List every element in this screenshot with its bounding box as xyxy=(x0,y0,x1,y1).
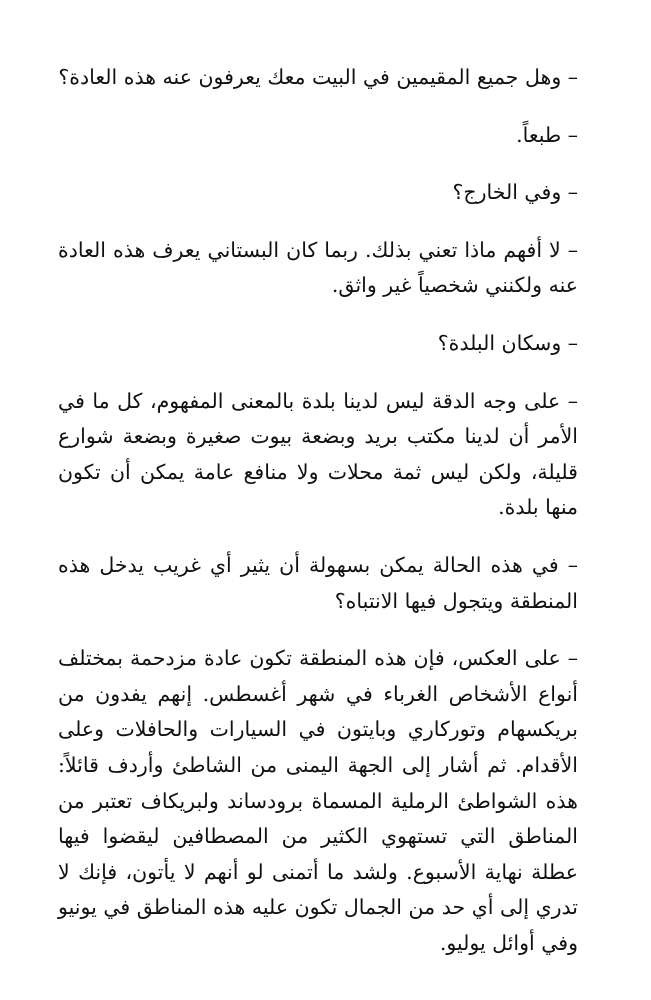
dialogue-paragraph-2: – طبعاً. xyxy=(516,122,578,147)
dialogue-paragraph-3: – وفي الخارج؟ xyxy=(452,180,578,205)
dialogue-paragraph-1: – وهل جميع المقيمين في البيت معك يعرفون عنه هذه العادة؟ xyxy=(58,65,578,89)
dialogue-paragraph-7: – في هذه الحالة يمكن بسهولة أن يثير أي غريب يدخل هذه المنطقة ويتجول فيها الانتباه؟ xyxy=(58,552,578,613)
book-page-text xyxy=(58,60,578,961)
dialogue-paragraph-8: – على العكس، فإن هذه المنطقة تكون عادة مزدحمة بمختلف أنواع الأشخاص الغرباء في شهر أغسطس. إنهم يفدون من بريكسهام وتوركاري وبايتون في السيارات والحافلات وعلى الأقدام. ثم أشار إلى الجهة اليمنى من الشاطئ وأردف قائلاً: هذه الشواطئ الرملية المسماة برودساند ولبريكاف تعتبر من المناطق التي تستهوي الكثير من المصطافين ليقضوا فيها عطلة نهاية الأسبوع. ولشد ما أتمنى لو أنهم لا يأتون، فإنك لا تدري إلى أي حد من الجمال تكون عليه هذه المناطق في يونيو وفي أوائل يوليو. xyxy=(58,646,578,955)
dialogue-paragraph-5: – وسكان البلدة؟ xyxy=(437,330,578,355)
dialogue-paragraph-4: – لا أفهم ماذا تعني بذلك. ربما كان البستاني يعرف هذه العادة عنه ولكنني شخصياً غير واثق. xyxy=(58,237,578,298)
dialogue-paragraph-6: – على وجه الدقة ليس لدينا بلدة بالمعنى المفهوم، كل ما في الأمر أن لدينا مكتب بريد وبضعة بيوت صغيرة وبضعة شوارع قليلة، ولكن ليس ثمة محلات ولا منافع عامة يمكن أن تكون منها بلدة. xyxy=(58,388,578,520)
